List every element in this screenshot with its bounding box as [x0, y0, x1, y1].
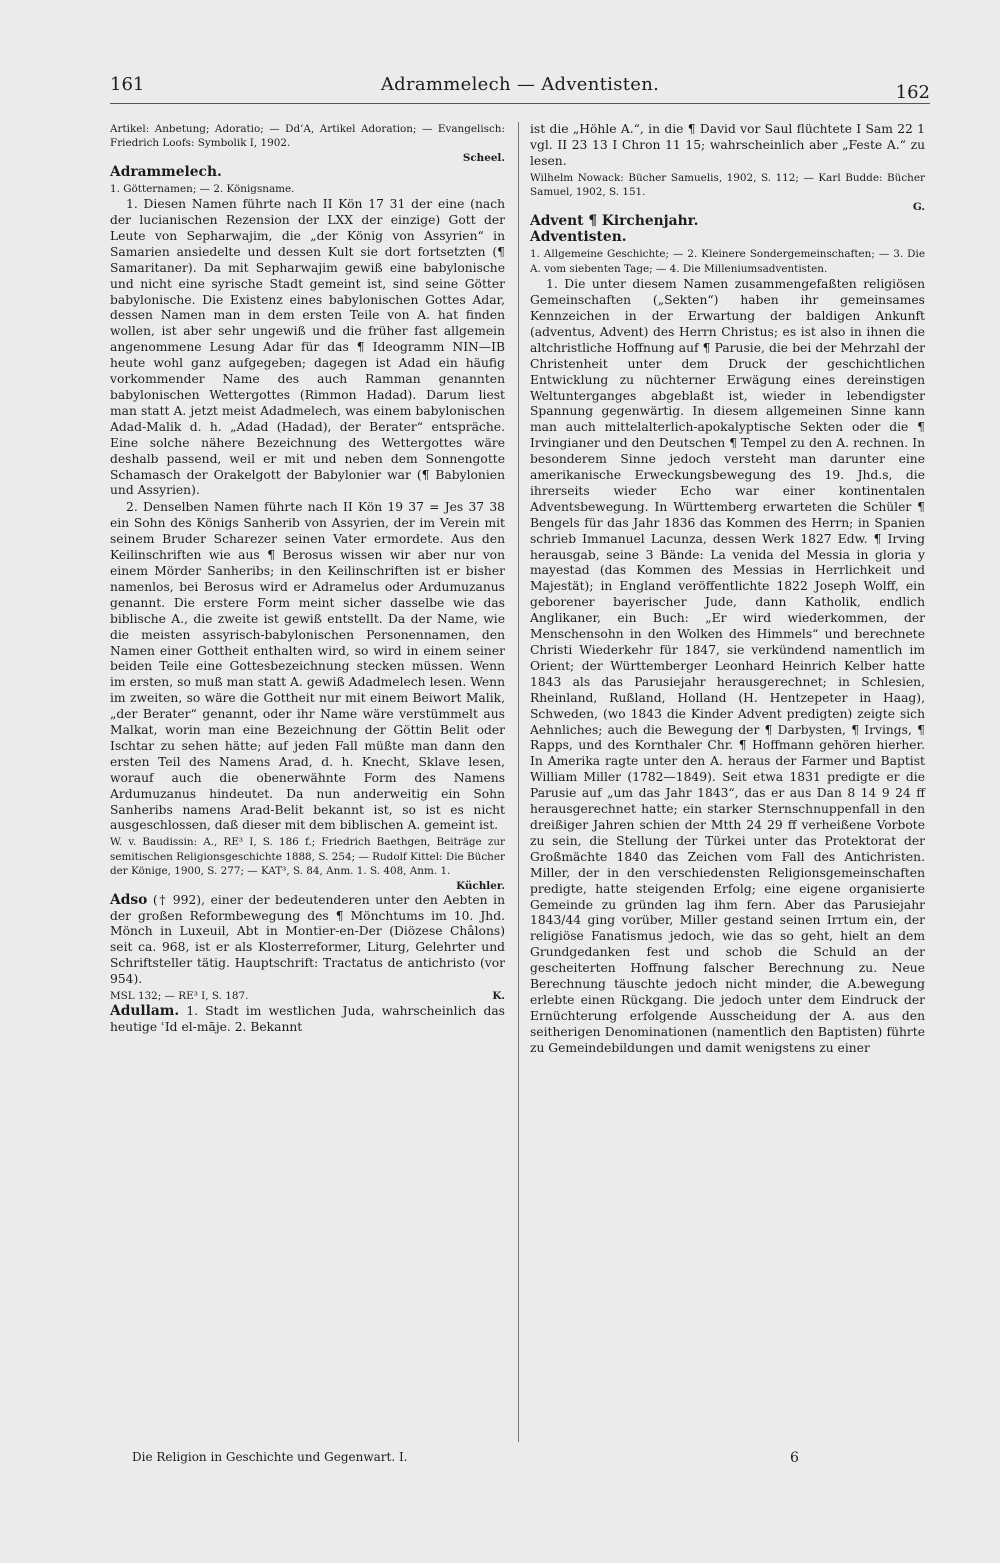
lemma-adrammelech: Adrammelech. [110, 163, 222, 180]
sheet-number: 6 [790, 1450, 799, 1466]
entry-adullam [110, 1004, 505, 1036]
adrammelech-outline: 1. Götternamen; — 2. Königsname. [110, 182, 295, 195]
left-column [110, 122, 505, 1037]
adso-text: († 992), einer der bedeutenderen unter den Aebten in der großen Reformbewegung des ¶ Mönchtums im 10. Jhd. Mönch in Luxeuil, Abt in Montier-en-Der (Diözese Châlons) seit ca. 968, ist er als Klosterreformer, Liturg, Gelehrter und Schriftsteller tätig. Hauptschrift: Tractatus de antichristo (vor 954). [110, 892, 505, 987]
previous-article-author: Scheel. [462, 151, 505, 164]
lemma-adventisten: Adventisten. [530, 229, 627, 246]
header-rule [110, 103, 930, 104]
adullam-literature: Wilhelm Nowack: Bücher Samuelis, 1902, S. 112; — Karl Budde: Bücher Samuel, 1902, S. 151. [530, 171, 925, 199]
adso-literature-text: MSL 132; — RE³ I, S. 187. [110, 990, 249, 1003]
page-header [110, 74, 930, 104]
entry-adso [110, 893, 505, 988]
adullam-author: G. [912, 200, 925, 213]
lemma-adso: Adso [110, 891, 148, 908]
right-column [530, 122, 925, 1058]
adullam-continuation: ist die „Höhle A.“, in die ¶ David vor Saul flüchtete I Sam 22 1 vgl. II 23 13 I Chron 11 15; wahrscheinlich aber „Feste A.“ zu lesen. [530, 122, 925, 168]
adrammelech-author: Küchler. [456, 879, 505, 892]
adullam-text: 1. Stadt im westlichen Juda, wahrscheinlich das heutige ʿId el-māje. 2. Bekannt [110, 1004, 505, 1035]
series-title: Die Religion in Geschichte und Gegenwart. I. [132, 1450, 408, 1464]
previous-article-tail: Artikel: Anbetung; Adoratio; — Dd’A, Artikel Adoration; — Evangelisch: Friedrich Loofs: Symbolik I, 1902. [110, 123, 505, 150]
adventisten-outline: 1. Allgemeine Geschichte; — 2. Kleinere Sondergemeinschaften; — 3. Die A. vom siebenten Tage; — 4. Die Milleniumsadventisten. [530, 248, 925, 275]
page-number-left: 161 [110, 74, 145, 95]
cross-reference-advent: Advent ¶ Kirchenjahr. [530, 212, 699, 229]
adso-author: K. [492, 990, 505, 1003]
page-number-right: 162 [895, 82, 930, 103]
column-divider [518, 122, 519, 1442]
lemma-adullam: Adullam. [110, 1003, 180, 1020]
adso-literature [110, 989, 505, 1003]
adrammelech-section-2: 2. Denselben Namen führte nach II Kön 19 37 = Jes 37 38 ein Sohn des Königs Sanherib von Assyrien, der im Verein mit seinem Bruder Scharezer seinen Vater ermordete. Aus den Keilinschriften wie aus ¶ Berosus wissen wir aber nur von einem Mörder Sanheribs; in den Keilinschriften ist er bisher namenlos, bei Berosus wird er Adramelus oder Ardumuzanus genannt. Die erstere Form meint sicher dasselbe wie das biblische A., die zweite ist gewiß entstellt. Da der Name, wie die meisten assyrisch-babylonischen Personennamen, den Namen einer Gottheit enthalten wird, so wird in einem seiner beiden Teile eine Gottesbezeichnung stecken müssen. Wenn im ersten, so muß man statt A. gewiß Adadmelech lesen. Wenn im zweiten, so wäre die Gottheit nur mit einem Beiwort Malik, „der Berater“ genannt, oder ihr Name wäre verstümmelt aus Malkat, worin man eine Bezeichnung der Göttin Belit oder Ischtar zu sehen hätte; auf jeden Fall müßte man dann den ersten Teil des Namens Arad, d. h. Knecht, Sklave lesen, worauf auch die obenerwähnte Form des Namens Ardumuzanus hindeutet. Da nun anderweitig ein Sohn Sanheribs namens Arad-Belit bekannt ist, so ist es nicht ausgeschlossen, daß dieser mit dem biblischen A. gemeint ist. [110, 500, 505, 833]
adrammelech-literature: W. v. Baudissin: A., RE³ I, S. 186 f.; Friedrich Baethgen, Beiträge zur semitischen Religionsgeschichte 1888, S. 254; — Rudolf Kittel: Die Bücher der Könige, 1900, S. 277; — KAT³, S. 84, Anm. 1. S. 408, Anm. 1. [110, 836, 505, 878]
running-head: Adrammelech — Adventisten. [380, 74, 660, 95]
adrammelech-section-1: 1. Diesen Namen führte nach II Kön 17 31 der eine (nach der lucianischen Rezension der LXX der einzige) Gott der Leute von Sepharwajim, die „der König von Assyrien“ in Samarien ansiedelte und dessen Kult sie dort fortsetzten (¶ Samaritaner). Da mit Sepharwajim gewiß eine babylonische und nicht eine syrische Stadt gemeint ist, sind seine Götter babylonische. Die Existenz eines babylonischen Gottes Adar, dessen Namen man in dem ersten Teile von A. hat finden wollen, ist aber sehr ungewiß und die früher fast allgemein angenommene Lesung Adar für das ¶ Ideogramm NIN—IB heute wohl ganz aufgegeben; dagegen ist Adad ein häufig vorkommender Name des auch Ramman genannten babylonischen Wettergottes (Rimmon Hadad). Darum liest man statt A. jetzt meist Adadmelech, was einem babylonischen Adad-Malik d. h. „Adad (Hadad), der Berater“ entspräche. Eine solche nähere Bezeichnung des Wettergottes wäre deshalb passend, weil er mit und neben dem Sonnengotte Schamasch der Orakelgott der Babylonier war (¶ Babylonien und Assyrien). [110, 197, 505, 498]
adventisten-section-1: 1. Die unter diesem Namen zusammengefaßten religiösen Gemeinschaften („Sekten“) haben ihr gemeinsames Kennzeichen in der Erwartung der baldigen Ankunft (adventus, Advent) des Herrn Christus; es ist also in ihnen die altchristliche Hoffnung auf ¶ Parusie, die bei der Mehrzahl der Christenheit unter dem Druck der geschichtlichen Entwicklung zu nüchterner Erwägung eines dereinstigen Weltunterganges abgeblaßt ist, wieder in lebendigster Spannung gegenwärtig. In diesem allgemeinen Sinne kann man auch mittelalterlich-apokalyptische Sekten oder die ¶ Irvingianer und den Deutschen ¶ Tempel zu den A. rechnen. In besonderem Sinne jedoch versteht man darunter eine amerikanische Erweckungsbewegung des 19. Jhd.s, die ihrerseits wieder Echo war einer kontinentalen Adventsbewegung. In Württemberg erwarteten die Schüler ¶ Bengels für das Jahr 1836 das Kommen des Herrn; in Spanien schrieb Immanuel Lacunza, dessen Werk 1827 Edw. ¶ Irving herausgab, seine 3 Bände: La venida del Messia in gloria y mayestad (das Kommen des Messias in Herrlichkeit und Majestät); in England veröffentlichte 1822 Joseph Wolff, ein geborener bayerischer Jude, dann Katholik, endlich Anglikaner, ein Buch: „Er wird wiederkommen, der Menschensohn in den Wolken des Himmels“ und berechnete Christi Wiederkehr für 1847, sie verkündend namentlich im Orient; der Württemberger Leonhard Heinrich Kelber hatte 1843 als das Parusiejahr herausgerechnet; in Schlesien, Rheinland, Rußland, Holland (H. Hentzepeter in Haag), Schweden, (wo 1843 die Kinder Advent predigten) zeigte sich Aehnliches; auch die Bewegung der ¶ Darbysten, ¶ Irvings, ¶ Rapps, und des Kornthaler Chr. ¶ Hoffmann gehören hierher. In Amerika ragte unter den A. heraus der Farmer und Baptist William Miller (1782—1849). Seit etwa 1831 predigte er die Parusie auf „um das Jahr 1843“, das er aus Dan 8 14 9 24 ff herausgerechnet hatte; ein starker Sternschnuppenfall in den dreißiger Jahren schien der Mtth 24 29 ff verheißene Vorbote zu sein, die Stellung der Türkei unter das Protektorat der Großmächte 1840 das Zeichen vom Fall des Antichristen. Miller, der in den verschiedensten Religionsgemeinschaften predigte, hatte steigenden Erfolg; eine eigene organisierte Gemeinde zu gründen lag ihm fern. Aber das Parusiejahr 1843/44 ging vorüber, Miller gestand seinen Irrtum ein, der religiöse Fanatismus jedoch, wie das so geht, hielt an dem Grundgedanken fest und schob die Schuld an der gescheiterten Hoffnung falscher Berechnung zu. Neue Berechnung täuschte jedoch nicht minder, die A.bewegung erlebte einen Rückgang. Die jedoch unter dem Eindruck der Ernüchterung erfolgende Ausscheidung der A. aus den seitherigen Denominationen (namentlich den Baptisten) führte zu Gemeindebildungen und damit wenigstens zu einer [530, 277, 925, 1055]
page-footer [110, 1450, 930, 1472]
